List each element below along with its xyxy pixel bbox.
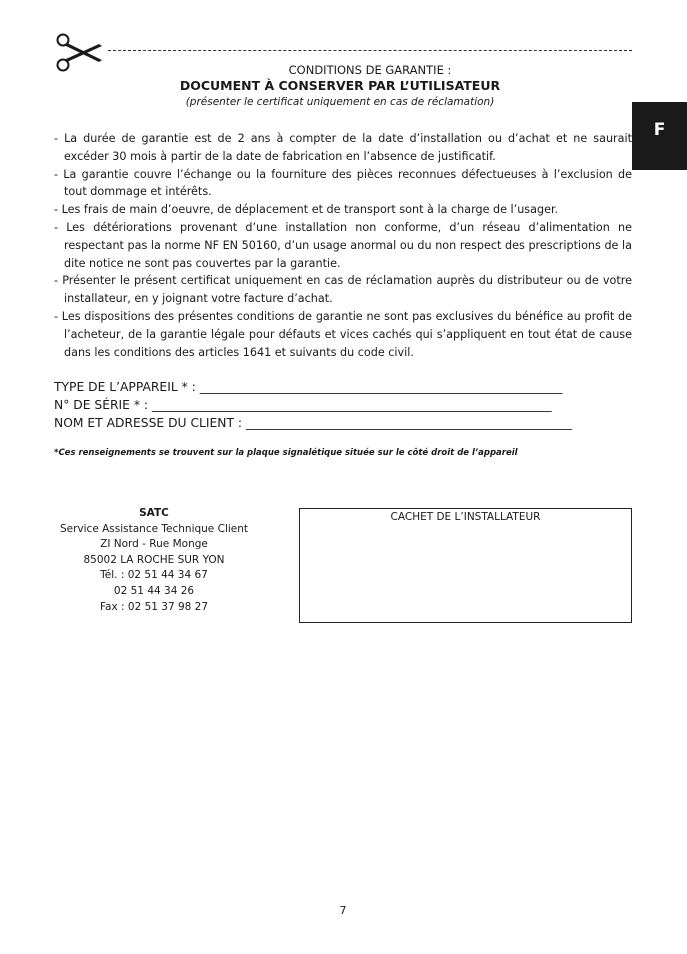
contact-line: ZI Nord - Rue Monge (100, 538, 208, 551)
term-item: - Les détériorations provenant d’une installation non conforme, d’un réseau d’alimentation ne respectant pas la norme NF EN 50160, d’un usage anormal ou du non respect des prescriptions de la dite notice ne sont pas couvertes par la garantie. (54, 220, 632, 270)
scissors-icon (54, 32, 104, 74)
term-item: - Présenter le présent certificat uniquement en cas de réclamation auprès du distributeur ou de votre installateur, en y joignant votre facture d’achat. (54, 274, 632, 306)
term-item: - Les frais de main d’oeuvre, de déplacement et de transport sont à la charge de l’usager. (54, 203, 559, 217)
term-item: - Les dispositions des présentes conditions de garantie ne sont pas exclusives du bénéfice au profit de l’acheteur, de la garantie légale pour défauts et vices cachés qui s’appliquent en tout état de cause dans les conditions des articles 1641 et suivants du code civil. (54, 309, 632, 359)
warranty-title: CONDITIONS DE GARANTIE : (288, 63, 452, 77)
stamp-label: CACHET DE L’INSTALLATEUR (390, 511, 541, 523)
installer-stamp-box (299, 508, 632, 623)
contact-fax: Fax : 02 51 37 98 27 (99, 600, 209, 613)
footnote: *Ces renseignements se trouvent sur la plaque signalétique située sur le côté droit de l’appareil (54, 448, 518, 458)
keep-document-title: DOCUMENT À CONSERVER PAR L’UTILISATEUR (179, 78, 501, 93)
claim-note: (présenter le certificat uniquement en cas de réclamation) (185, 96, 495, 108)
term-item: - La durée de garantie est de 2 ans à compter de la date d’installation ou d’achat et ne saurait excéder 30 mois à partir de la date de fabrication en l’absence de justificatif. (54, 132, 632, 163)
serial-number-field[interactable]: N° DE SÉRIE * : _________________________________________________________________ (54, 398, 552, 412)
service-name: SATC (139, 507, 169, 519)
language-tab: F (632, 102, 687, 170)
warranty-terms-list (54, 130, 632, 361)
contact-line: 85002 LA ROCHE SUR YON (83, 553, 225, 566)
customer-address-field[interactable]: NOM ET ADRESSE DU CLIENT : _____________________________________________________ (54, 416, 572, 430)
cut-line (108, 50, 632, 51)
service-contact-block (54, 506, 254, 615)
term-item: - La garantie couvre l’échange ou la fourniture des pièces reconnues défectueuses à l’exclusion de tout dommage et intérêts. (54, 167, 632, 199)
appliance-type-field[interactable]: TYPE DE L’APPAREIL * : ___________________________________________________________ (54, 380, 563, 394)
page-number: 7 (339, 904, 347, 917)
contact-phone: 02 51 44 34 26 (113, 584, 195, 597)
contact-phone: Tél. : 02 51 44 34 67 (100, 569, 208, 582)
contact-line: Service Assistance Technique Client (59, 522, 249, 535)
customer-fields (54, 378, 634, 432)
